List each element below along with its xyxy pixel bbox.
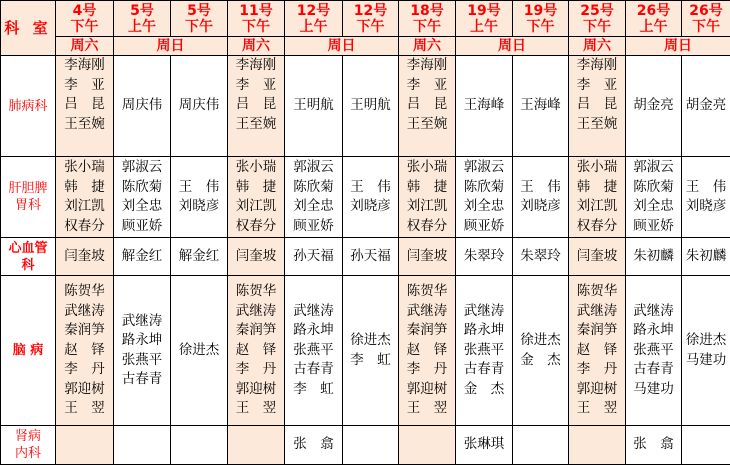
schedule-cell <box>343 426 399 465</box>
doctor-name: 武继涛 <box>228 302 284 322</box>
doctor-name: 徐进杰 <box>513 331 568 351</box>
doctor-name: 武继涛 <box>569 302 625 322</box>
doctor-name: 赵 铎 <box>56 341 113 361</box>
schedule-cell <box>569 276 626 426</box>
doctor-name: 王至婉 <box>228 115 284 135</box>
schedule-cell <box>456 157 513 238</box>
doctor-name: 韩 捷 <box>56 178 113 198</box>
schedule-cell <box>114 56 171 157</box>
schedule-cell <box>513 426 569 465</box>
department-name-line: 内科 <box>1 445 55 462</box>
schedule-cell <box>56 56 114 157</box>
doctor-name: 王 翌 <box>228 399 284 419</box>
doctor-name: 武继涛 <box>56 302 113 322</box>
doctor-name: 孙天福 <box>343 247 398 267</box>
doctor-name: 李 虹 <box>343 351 398 371</box>
schedule-cell <box>56 276 114 426</box>
department-name-line: 科 <box>1 257 55 274</box>
doctor-name: 李海刚 <box>569 56 625 76</box>
column-header: 19号 上午 <box>456 1 513 37</box>
schedule-cell <box>513 238 569 276</box>
schedule-cell <box>285 238 343 276</box>
doctor-name: 韩 捷 <box>399 178 455 198</box>
doctor-name: 郭迎树 <box>569 380 625 400</box>
doctor-name: 金 杰 <box>513 351 568 371</box>
schedule-cell <box>513 56 569 157</box>
schedule-cell <box>171 276 228 426</box>
schedule-cell <box>285 426 343 465</box>
doctor-name: 李 丹 <box>228 360 284 380</box>
schedule-cell <box>569 238 626 276</box>
schedule-cell <box>626 276 682 426</box>
doctor-name: 胡金亮 <box>682 96 730 116</box>
schedule-cell <box>171 157 228 238</box>
doctor-name: 刘江凯 <box>56 197 113 217</box>
doctor-name: 路永坤 <box>285 321 342 341</box>
schedule-cell <box>228 56 285 157</box>
doctor-name: 徐进杰 <box>682 331 730 351</box>
doctor-name: 王至婉 <box>569 115 625 135</box>
doctor-name: 陈贺华 <box>399 282 455 302</box>
doctor-name: 王至婉 <box>399 115 455 135</box>
doctor-name: 王 翌 <box>569 399 625 419</box>
doctor-name: 张琳琪 <box>456 435 512 455</box>
schedule-cell <box>285 157 343 238</box>
schedule-cell <box>456 56 513 157</box>
doctor-name: 李 虹 <box>285 380 342 400</box>
schedule-cell <box>56 157 114 238</box>
doctor-name: 权春分 <box>56 217 113 237</box>
schedule-cell <box>171 426 228 465</box>
schedule-cell <box>171 238 228 276</box>
doctor-name: 武继涛 <box>399 302 455 322</box>
doctor-name: 权春分 <box>399 217 455 237</box>
doctor-name: 刘江凯 <box>399 197 455 217</box>
schedule-cell <box>114 276 171 426</box>
column-header: 26号 上午 <box>626 1 682 37</box>
doctor-name: 李 丹 <box>56 360 113 380</box>
doctor-name: 王海峰 <box>513 96 568 116</box>
column-header: 12号 下午 <box>343 1 399 37</box>
doctor-name: 陈欣菊 <box>456 178 512 198</box>
doctor-name: 张燕平 <box>285 341 342 361</box>
doctor-name: 王 翌 <box>399 399 455 419</box>
doctor-name: 刘晓彦 <box>171 197 227 217</box>
doctor-name: 赵 铎 <box>228 341 284 361</box>
doctor-name: 权春分 <box>569 217 625 237</box>
doctor-name: 秦润笋 <box>569 321 625 341</box>
column-header: 26号 下午 <box>682 1 730 37</box>
schedule-cell <box>228 276 285 426</box>
schedule-cell <box>114 238 171 276</box>
doctor-name: 解金红 <box>114 247 170 267</box>
doctor-name: 李 亚 <box>228 76 284 96</box>
doctor-name: 王至婉 <box>56 115 113 135</box>
corner-header: 科 室 <box>1 1 56 56</box>
doctor-name: 徐进杰 <box>171 341 227 361</box>
doctor-name: 马建功 <box>626 380 681 400</box>
doctor-name: 路永坤 <box>626 321 681 341</box>
doctor-name: 顾亚娇 <box>114 217 170 237</box>
doctor-name: 张小瑞 <box>56 158 113 178</box>
doctor-name: 王明航 <box>285 96 342 116</box>
doctor-name: 刘全忠 <box>114 197 170 217</box>
department-row <box>1 426 730 465</box>
doctor-name: 朱初麟 <box>626 247 681 267</box>
schedule-cell <box>228 426 285 465</box>
schedule-cell <box>114 426 171 465</box>
column-header: 12号 上午 <box>285 1 343 37</box>
schedule-cell <box>399 157 456 238</box>
doctor-name: 武继涛 <box>114 312 170 332</box>
schedule-cell <box>456 238 513 276</box>
doctor-name: 张小瑞 <box>399 158 455 178</box>
column-header: 11号 下午 <box>228 1 285 37</box>
doctor-name: 朱翠玲 <box>456 247 512 267</box>
doctor-name: 朱翠玲 <box>513 247 568 267</box>
doctor-name: 韩 捷 <box>569 178 625 198</box>
doctor-name: 周庆伟 <box>114 96 170 116</box>
column-header: 4号 下午 <box>56 1 114 37</box>
schedule-cell <box>569 426 626 465</box>
department-name-line: 心血管 <box>1 240 55 257</box>
doctor-name: 李 亚 <box>399 76 455 96</box>
schedule-cell <box>343 238 399 276</box>
schedule-cell <box>343 157 399 238</box>
column-header: 25号 下午 <box>569 1 626 37</box>
department-row <box>1 157 730 238</box>
schedule-cell <box>56 238 114 276</box>
doctor-name: 闫奎坡 <box>399 247 455 267</box>
doctor-name: 权春分 <box>228 217 284 237</box>
doctor-name: 赵 铎 <box>569 341 625 361</box>
doctor-name: 马建功 <box>682 351 730 371</box>
doctor-name: 陈贺华 <box>228 282 284 302</box>
schedule-cell <box>399 238 456 276</box>
doctor-name: 刘晓彦 <box>343 197 398 217</box>
doctor-name: 古春青 <box>285 360 342 380</box>
doctor-name: 郭迎树 <box>399 380 455 400</box>
doctor-name: 顾亚娇 <box>456 217 512 237</box>
doctor-name: 李海刚 <box>56 56 113 76</box>
doctor-name: 赵 铎 <box>399 341 455 361</box>
doctor-name: 陈欣菊 <box>285 178 342 198</box>
schedule-cell <box>343 56 399 157</box>
schedule-cell <box>114 157 171 238</box>
doctor-name: 吕 昆 <box>56 95 113 115</box>
schedule-cell <box>56 426 114 465</box>
schedule-body <box>1 56 730 465</box>
doctor-name: 闫奎坡 <box>569 247 625 267</box>
doctor-name: 郭迎树 <box>56 380 113 400</box>
weekday-header: 周日 <box>285 37 399 56</box>
doctor-name: 陈贺华 <box>56 282 113 302</box>
schedule-cell <box>682 56 730 157</box>
weekday-header: 周日 <box>114 37 228 56</box>
doctor-name: 胡金亮 <box>626 96 681 116</box>
doctor-name: 郭淑云 <box>285 158 342 178</box>
department-row <box>1 238 730 276</box>
schedule-cell <box>626 56 682 157</box>
schedule-cell <box>513 157 569 238</box>
doctor-name: 王 伟 <box>682 178 730 198</box>
doctor-name: 解金红 <box>171 247 227 267</box>
department-name-line: 胃科 <box>1 197 55 214</box>
schedule-cell <box>399 426 456 465</box>
doctor-name: 张小瑞 <box>569 158 625 178</box>
doctor-name: 李海刚 <box>399 56 455 76</box>
schedule-cell <box>682 157 730 238</box>
schedule-cell <box>513 276 569 426</box>
doctor-name: 陈贺华 <box>569 282 625 302</box>
doctor-name: 张 翕 <box>285 435 342 455</box>
doctor-name: 秦润笋 <box>228 321 284 341</box>
doctor-name: 刘全忠 <box>456 197 512 217</box>
schedule-cell <box>399 56 456 157</box>
doctor-name: 刘晓彦 <box>513 197 568 217</box>
department-name-line: 肝胆脾 <box>1 180 55 197</box>
schedule-cell <box>228 157 285 238</box>
schedule-cell <box>343 276 399 426</box>
doctor-name: 古春青 <box>626 360 681 380</box>
doctor-name: 王 伟 <box>513 178 568 198</box>
doctor-name: 武继涛 <box>456 302 512 322</box>
schedule-cell <box>456 276 513 426</box>
column-header: 5号 下午 <box>171 1 228 37</box>
doctor-name: 闫奎坡 <box>228 247 284 267</box>
doctor-name: 顾亚娇 <box>626 217 681 237</box>
column-header: 18号 下午 <box>399 1 456 37</box>
schedule-cell <box>682 426 730 465</box>
doctor-name: 李海刚 <box>228 56 284 76</box>
doctor-name: 吕 昆 <box>399 95 455 115</box>
doctor-name: 路永坤 <box>456 321 512 341</box>
department-name <box>1 157 56 238</box>
doctor-name: 武继涛 <box>626 302 681 322</box>
doctor-name: 张 翕 <box>626 435 681 455</box>
weekday-header: 周六 <box>399 37 456 56</box>
column-header: 5号 上午 <box>114 1 171 37</box>
doctor-name: 李 亚 <box>569 76 625 96</box>
doctor-name: 刘江凯 <box>228 197 284 217</box>
schedule-cell <box>569 157 626 238</box>
doctor-name: 王 翌 <box>56 399 113 419</box>
doctor-name: 李 丹 <box>569 360 625 380</box>
department-name-line: 肾病 <box>1 428 55 445</box>
doctor-name: 郭淑云 <box>456 158 512 178</box>
schedule-cell <box>228 238 285 276</box>
doctor-name: 郭淑云 <box>114 158 170 178</box>
doctor-name: 顾亚娇 <box>285 217 342 237</box>
doctor-name: 古春青 <box>114 370 170 390</box>
doctor-name: 王海峰 <box>456 96 512 116</box>
schedule-cell <box>682 238 730 276</box>
doctor-name: 孙天福 <box>285 247 342 267</box>
department-name: 脑 病 <box>1 276 56 426</box>
doctor-name: 张燕平 <box>626 341 681 361</box>
doctor-name: 陈欣菊 <box>114 178 170 198</box>
doctor-name: 朱初麟 <box>682 247 730 267</box>
department-row <box>1 56 730 157</box>
doctor-name: 吕 昆 <box>228 95 284 115</box>
department-name <box>1 426 56 465</box>
doctor-name: 王 伟 <box>343 178 398 198</box>
weekday-header: 周日 <box>626 37 730 56</box>
doctor-name: 闫奎坡 <box>56 247 113 267</box>
schedule-cell <box>285 276 343 426</box>
department-name <box>1 238 56 276</box>
weekday-header: 周六 <box>228 37 285 56</box>
doctor-name: 陈欣菊 <box>626 178 681 198</box>
doctor-name: 李 丹 <box>399 360 455 380</box>
schedule-cell <box>171 56 228 157</box>
weekday-header: 周日 <box>456 37 569 56</box>
doctor-name: 路永坤 <box>114 331 170 351</box>
schedule-cell <box>399 276 456 426</box>
schedule-cell <box>285 56 343 157</box>
doctor-name: 王 伟 <box>171 178 227 198</box>
doctor-name: 金 杰 <box>456 380 512 400</box>
schedule-cell <box>626 238 682 276</box>
doctor-name: 郭淑云 <box>626 158 681 178</box>
doctor-name: 刘全忠 <box>626 197 681 217</box>
weekday-header: 周六 <box>569 37 626 56</box>
doctor-name: 张燕平 <box>456 341 512 361</box>
doctor-name: 李 亚 <box>56 76 113 96</box>
doctor-name: 郭迎树 <box>228 380 284 400</box>
doctor-name: 秦润笋 <box>56 321 113 341</box>
weekday-header: 周六 <box>56 37 114 56</box>
schedule-cell <box>626 426 682 465</box>
doctor-name: 张燕平 <box>114 351 170 371</box>
schedule-cell <box>456 426 513 465</box>
doctor-name: 张小瑞 <box>228 158 284 178</box>
doctor-name: 韩 捷 <box>228 178 284 198</box>
doctor-name: 周庆伟 <box>171 96 227 116</box>
department-name: 肺病科 <box>1 56 56 157</box>
doctor-name: 古春青 <box>456 360 512 380</box>
schedule-cell <box>626 157 682 238</box>
department-row <box>1 276 730 426</box>
doctor-name: 刘全忠 <box>285 197 342 217</box>
schedule-cell <box>682 276 730 426</box>
schedule-cell <box>569 56 626 157</box>
doctor-name: 王明航 <box>343 96 398 116</box>
doctor-name: 刘晓彦 <box>682 197 730 217</box>
doctor-name: 武继涛 <box>285 302 342 322</box>
column-header: 19号 下午 <box>513 1 569 37</box>
doctor-name: 刘江凯 <box>569 197 625 217</box>
doctor-name: 吕 昆 <box>569 95 625 115</box>
doctor-name: 徐进杰 <box>343 331 398 351</box>
doctor-name: 秦润笋 <box>399 321 455 341</box>
